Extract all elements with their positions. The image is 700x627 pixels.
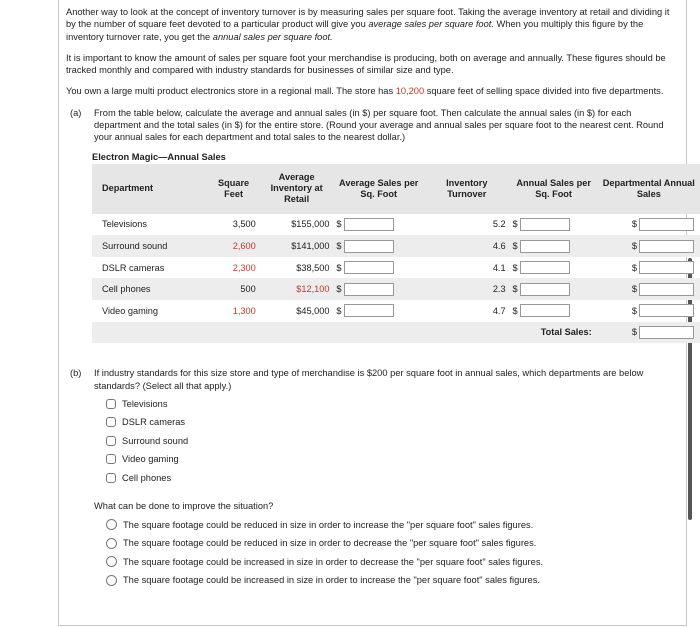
radio-label: The square footage could be reduced in size in order to decrease the "per square foot" sales figures.	[123, 538, 537, 549]
intro-text: You own a large multi product electronics store in a regional mall. The store has	[66, 86, 396, 97]
currency-symbol: $	[631, 241, 637, 252]
avg-sales-sqft-input[interactable]	[344, 283, 394, 296]
avg-inventory: $38,500	[296, 262, 330, 273]
part-a-text: From the table below, calculate the average and annual sales (in $) per square foot. Then calculate the annual sales (in $) for each department and the total sales (in $) for the entire store. (Round your average and annual sales per square foot to the nearest cent. Round your annual sales for each department and total sales to the nearest dollar.)	[94, 107, 664, 143]
radio-option[interactable]	[106, 534, 676, 552]
currency-symbol: $	[336, 305, 342, 316]
improvement-question: What can be done to improve the situation?	[94, 500, 274, 511]
table-caption: Electron Magic—Annual Sales	[92, 151, 226, 162]
intro-paragraph-1	[66, 6, 676, 43]
checkbox-option[interactable]	[106, 413, 676, 431]
radio-option[interactable]	[106, 553, 676, 571]
checkbox-label: Video gaming	[122, 454, 179, 465]
header-dept-annual-sales: Departmental Annual Sales	[598, 164, 700, 214]
avg-inventory: $45,000	[296, 305, 330, 316]
turnover: 4.6	[424, 235, 510, 257]
table-row	[92, 278, 700, 300]
square-feet: 3,500	[232, 219, 256, 230]
checkbox-option[interactable]	[106, 468, 676, 486]
avg-sales-sqft-input[interactable]	[344, 261, 394, 274]
currency-symbol: $	[512, 219, 518, 230]
total-row	[92, 322, 700, 344]
annual-sales-sqft-input[interactable]	[520, 218, 570, 231]
store-square-feet: 10,200	[395, 86, 425, 97]
radio-button[interactable]	[106, 556, 117, 567]
department-name: Surround sound	[92, 235, 207, 257]
currency-symbol: $	[336, 262, 342, 273]
intro-text: When you multiply this figure by the inventory turnover rate, you get the	[66, 19, 644, 42]
table-row	[92, 235, 700, 257]
checkbox-label: Televisions	[122, 399, 168, 410]
checkbox[interactable]	[106, 454, 116, 464]
turnover: 5.2	[492, 219, 506, 230]
currency-symbol: $	[631, 284, 637, 295]
table-row	[92, 257, 700, 279]
checkbox-label: Cell phones	[122, 472, 172, 483]
currency-symbol: $	[631, 327, 637, 338]
dept-annual-sales-input[interactable]	[639, 261, 694, 274]
department-name: Televisions	[102, 219, 147, 230]
annual-sales-sqft-input[interactable]	[520, 304, 570, 317]
currency-symbol: $	[336, 284, 342, 295]
currency-symbol: $	[512, 284, 518, 295]
table-row	[92, 300, 700, 322]
table-row	[92, 214, 700, 236]
part-b-prompt	[70, 367, 676, 392]
department-name: DSLR cameras	[102, 262, 165, 273]
department-name: Cell phones	[92, 278, 207, 300]
improvement-radio-list	[106, 516, 676, 590]
currency-symbol: $	[512, 305, 518, 316]
square-feet: 500	[207, 278, 259, 300]
annual-sales-sqft-input[interactable]	[520, 240, 570, 253]
intro-text: square feet of selling space divided into five departments.	[424, 86, 664, 97]
currency-symbol: $	[512, 241, 518, 252]
radio-label: The square footage could be increased in size in order to decrease the "per square foot" sales figures.	[123, 556, 544, 567]
checkbox-option[interactable]	[106, 450, 676, 468]
dept-annual-sales-input[interactable]	[639, 218, 694, 231]
square-feet: 1,300	[232, 305, 256, 316]
part-a-prompt	[70, 107, 676, 144]
currency-symbol: $	[631, 219, 637, 230]
checkbox[interactable]	[106, 473, 116, 483]
department-checkbox-list	[106, 395, 676, 487]
dept-annual-sales-input[interactable]	[639, 304, 694, 317]
checkbox[interactable]	[106, 436, 116, 446]
avg-inventory: $141,000	[260, 235, 334, 257]
checkbox-option[interactable]	[106, 395, 676, 413]
radio-label: The square footage could be increased in size in order to increase the "per square foot" sales figures.	[123, 575, 540, 586]
avg-inventory: $12,100	[260, 278, 334, 300]
currency-symbol: $	[336, 241, 342, 252]
radio-button[interactable]	[106, 519, 117, 530]
currency-symbol: $	[512, 262, 518, 273]
part-b-text: If industry standards for this size store and type of merchandise is $200 per square foot in annual sales, which departments are below standards? (Select all that apply.)	[94, 368, 644, 391]
header-avg-sales-sqft: Average Sales per Sq. Foot	[334, 164, 424, 214]
checkbox[interactable]	[106, 417, 116, 427]
checkbox-label: Surround sound	[122, 435, 189, 446]
currency-symbol: $	[631, 305, 637, 316]
intro-paragraph-3	[66, 85, 676, 97]
avg-sales-sqft-input[interactable]	[344, 304, 394, 317]
intro-emphasis: average sales per square foot.	[368, 19, 494, 30]
dept-annual-sales-input[interactable]	[639, 240, 694, 253]
radio-button[interactable]	[106, 575, 117, 586]
dept-annual-sales-input[interactable]	[639, 283, 694, 296]
header-department: Department	[92, 164, 207, 214]
table-header-row	[92, 164, 700, 214]
total-sales-input[interactable]	[639, 326, 694, 339]
turnover: 2.3	[424, 278, 510, 300]
currency-symbol: $	[336, 219, 342, 230]
square-feet: 2,600	[207, 235, 259, 257]
currency-symbol: $	[631, 262, 637, 273]
header-turnover: Inventory Turnover	[424, 164, 510, 214]
header-avg-inventory: Average Inventory at Retail	[260, 164, 334, 214]
radio-option[interactable]	[106, 516, 676, 534]
annual-sales-sqft-input[interactable]	[520, 283, 570, 296]
checkbox[interactable]	[106, 399, 116, 409]
annual-sales-sqft-input[interactable]	[520, 261, 570, 274]
square-feet: 2,300	[232, 262, 256, 273]
part-a-label: (a)	[70, 107, 82, 118]
header-square-feet: Square Feet	[207, 164, 259, 214]
question-content	[66, 6, 695, 589]
avg-sales-sqft-input[interactable]	[344, 218, 394, 231]
part-b-label: (b)	[70, 368, 82, 379]
radio-option[interactable]	[106, 571, 676, 589]
department-name: Video gaming	[102, 305, 159, 316]
total-sales-label: Total Sales:	[510, 322, 598, 344]
turnover: 4.1	[492, 262, 506, 273]
radio-label: The square footage could be reduced in size in order to increase the "per square foot" sales figures.	[123, 519, 534, 530]
header-annual-sales-sqft: Annual Sales per Sq. Foot	[510, 164, 598, 214]
sales-table	[92, 164, 700, 344]
checkbox-option[interactable]	[106, 432, 676, 450]
intro-text: Another way to look at the concept of inventory turnover is by measuring sales per square foot. Taking the average inventory at retail and dividing it by the number of square feet devoted to a particular product will give you	[66, 7, 670, 30]
radio-button[interactable]	[106, 538, 117, 549]
turnover: 4.7	[492, 305, 506, 316]
avg-inventory: $155,000	[291, 219, 330, 230]
intro-emphasis: annual sales per square foot.	[212, 31, 333, 42]
intro-paragraph-2: It is important to know the amount of sales per square foot your merchandise is producing, both on average and annually. These figures should be tracked monthly and compared with industry standards for businesses of similar size and type.	[66, 52, 666, 76]
checkbox-label: DSLR cameras	[122, 417, 186, 428]
avg-sales-sqft-input[interactable]	[344, 240, 394, 253]
